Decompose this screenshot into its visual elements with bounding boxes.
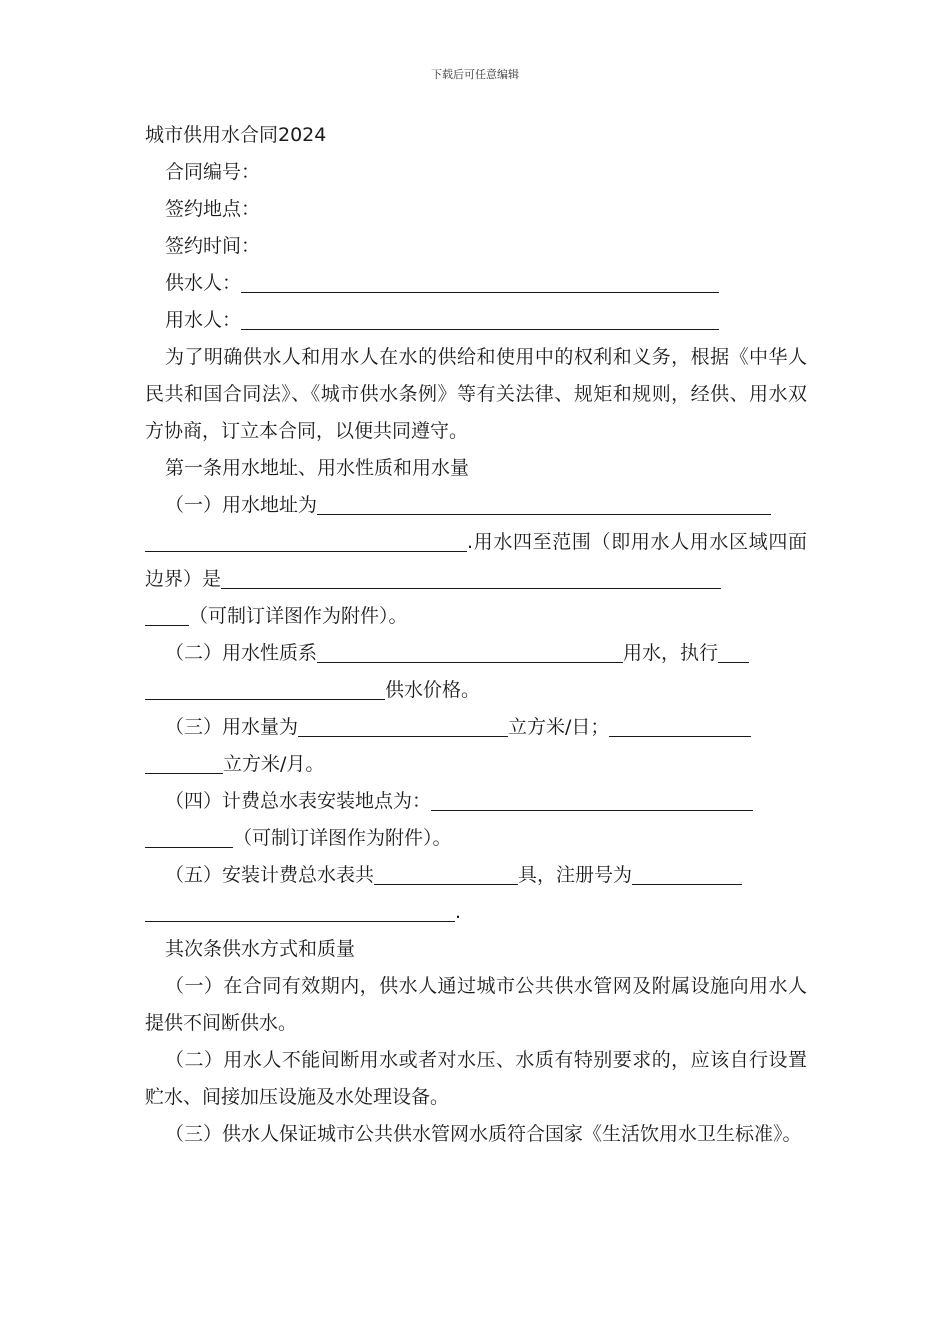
- blank-line: [718, 638, 749, 663]
- article-2-item-3: （三）供水人保证城市公共供水管网水质符合国家《生活饮用水卫生标准》。: [165, 1123, 802, 1145]
- blank-line: [145, 527, 467, 552]
- page-header: 下载后可任意编辑: [431, 68, 519, 81]
- blank-line: [241, 268, 719, 293]
- blank-line: [632, 860, 742, 885]
- contract-number-field: 合同编号：: [165, 161, 261, 183]
- article-1-item-3: （三）用水量为 立方米/日； 立方米/月。: [145, 709, 807, 783]
- sign-time-field: 签约时间：: [165, 235, 261, 257]
- supplier-field: 供水人：: [145, 265, 807, 302]
- article-1-item-4: （四）计费总水表安装地点为： （可制订详图作为附件）。: [145, 783, 807, 857]
- blank-line: [374, 860, 518, 885]
- article-2-heading: 其次条供水方式和质量: [165, 938, 356, 960]
- blank-line: [145, 897, 455, 922]
- blank-line: [145, 823, 233, 848]
- article-1-item-2: （二）用水性质系 用水，执行 供水价格。: [145, 635, 807, 709]
- blank-line: [241, 305, 719, 330]
- blank-line: [609, 712, 751, 737]
- blank-line: [317, 638, 623, 663]
- preamble-paragraph: 为了明确供水人和用水人在水的供给和使用中的权利和义务，根据《中华人民共和国合同法》、《城市供水条例》等有关法律、规矩和规则，经供、用水双方协商，订立本合同，以便共同遵守。: [145, 346, 807, 442]
- blank-line: [298, 712, 508, 737]
- blank-line: [221, 564, 721, 589]
- blank-line: [317, 490, 771, 515]
- document-title: 城市供用水合同2024: [145, 124, 327, 146]
- sign-place-field: 签约地点：: [165, 198, 261, 220]
- article-2-item-2: （二）用水人不能间断用水或者对水压、水质有特别要求的，应该自行设置贮水、间接加压设施及水处理设备。: [145, 1049, 807, 1108]
- user-field: 用水人：: [145, 302, 807, 339]
- blank-line: [145, 749, 223, 774]
- blank-line: [431, 786, 753, 811]
- blank-line: [145, 601, 189, 626]
- article-1-item-5: （五）安装计费总水表共 具，注册号为 .: [145, 857, 807, 931]
- document-body: [145, 117, 807, 1153]
- blank-line: [145, 675, 385, 700]
- article-1-heading: 第一条用水地址、用水性质和用水量: [165, 457, 470, 479]
- article-1-item-1: （一）用水地址为 .用水四至范围（即用水人用水区域四面边界）是 （可制订详图作为附件）。: [145, 487, 807, 635]
- article-2-item-1: （一）在合同有效期内，供水人通过城市公共供水管网及附属设施向用水人提供不间断供水。: [145, 975, 807, 1034]
